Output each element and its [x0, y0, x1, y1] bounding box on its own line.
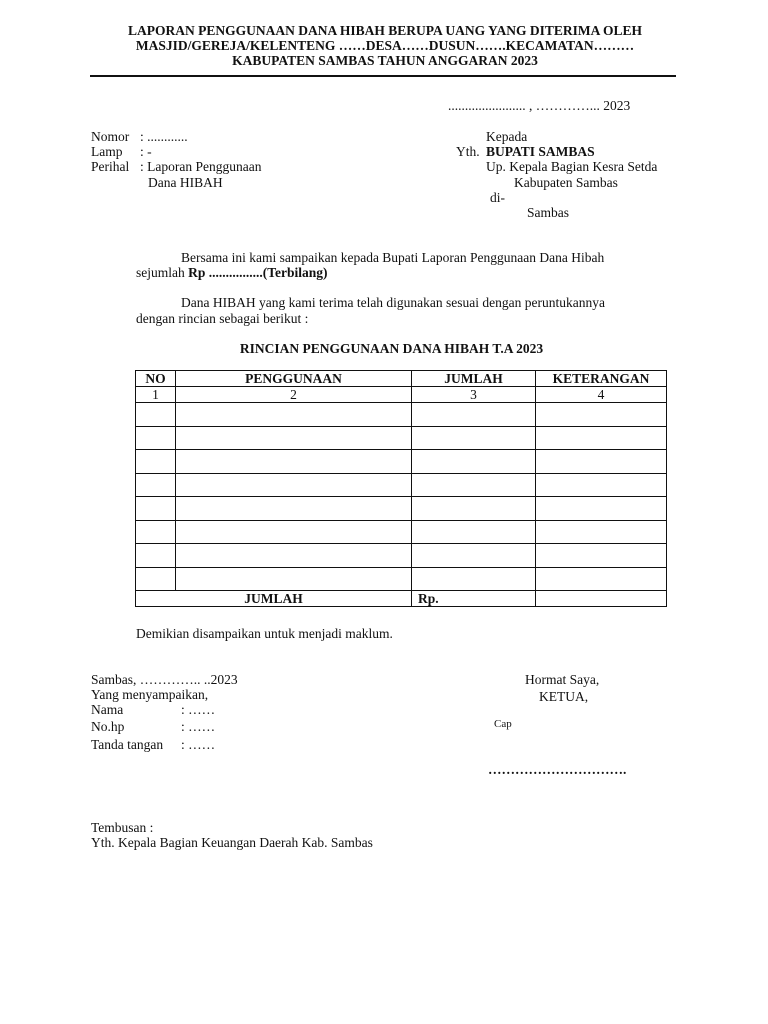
recipient-kepada: Kepada: [486, 129, 528, 144]
table-row: [136, 497, 667, 521]
column-number-4: 4: [536, 387, 667, 403]
amount-placeholder: Rp ................(Terbilang): [188, 265, 328, 280]
table-row: [136, 520, 667, 544]
table-cell[interactable]: [412, 567, 536, 591]
recipient-name: BUPATI SAMBAS: [486, 144, 595, 159]
recipient-up: Up. Kepala Bagian Kesra Setda: [486, 159, 658, 174]
tanda-tangan-value: : ……: [181, 737, 216, 752]
table-cell[interactable]: [412, 450, 536, 474]
table-cell[interactable]: [176, 473, 412, 497]
header-jumlah: JUMLAH: [412, 371, 536, 387]
report-title-line-2: MASJID/GEREJA/KELENTENG ……DESA……DUSUN…….KECAMATAN………: [135, 38, 635, 53]
paragraph-1-prefix: sejumlah: [136, 265, 185, 280]
nomor-label: Nomor: [91, 129, 130, 144]
nomor-value: : ............: [140, 129, 188, 144]
table-cell[interactable]: [536, 567, 667, 591]
table-cell[interactable]: [176, 544, 412, 568]
recipient-city: Sambas: [527, 205, 569, 220]
recipient-kabupaten: Kabupaten Sambas: [514, 175, 618, 190]
table-row: [136, 567, 667, 591]
table-cell[interactable]: [412, 473, 536, 497]
signature-line: ………………………….: [488, 762, 627, 777]
table-row: [136, 544, 667, 568]
table-row: [136, 473, 667, 497]
rincian-table: [135, 370, 667, 607]
table-cell[interactable]: [536, 473, 667, 497]
perihal-label: Perihal: [91, 159, 130, 174]
table-cell[interactable]: [136, 544, 176, 568]
paragraph-2-line-2: dengan rincian sebagai berikut :: [136, 311, 309, 326]
tembusan-label: Tembusan :: [91, 820, 154, 835]
table-row: [136, 426, 667, 450]
total-value[interactable]: Rp.: [412, 591, 536, 607]
table-total-row: [136, 591, 667, 607]
table-cell[interactable]: [536, 450, 667, 474]
report-title-line-3: KABUPATEN SAMBAS TAHUN ANGGARAN 2023: [232, 53, 538, 68]
closing-sentence: Demikian disampaikan untuk menjadi maklum.: [136, 626, 393, 641]
table-cell[interactable]: [412, 520, 536, 544]
lamp-value: : -: [140, 144, 152, 159]
header-divider: [90, 75, 676, 77]
nama-label: Nama: [91, 702, 124, 717]
table-cell[interactable]: [536, 520, 667, 544]
table-cell[interactable]: [136, 520, 176, 544]
table-header-row: [136, 371, 667, 387]
table-cell[interactable]: [412, 497, 536, 521]
table-cell[interactable]: [136, 403, 176, 427]
hormat-saya: Hormat Saya,: [525, 672, 600, 687]
header-no: NO: [136, 371, 176, 387]
total-keterangan[interactable]: [536, 591, 667, 607]
table-cell[interactable]: [536, 403, 667, 427]
table-cell[interactable]: [176, 567, 412, 591]
table-row: [136, 450, 667, 474]
column-number-3: 3: [412, 387, 536, 403]
table-cell[interactable]: [412, 426, 536, 450]
table-cell[interactable]: [136, 426, 176, 450]
column-number-row: [136, 387, 667, 403]
table-cell[interactable]: [536, 497, 667, 521]
sender-yang-menyampaikan: Yang menyampaikan,: [91, 687, 209, 702]
sender-place-date: Sambas, ………….. ..2023: [91, 672, 238, 687]
table-cell[interactable]: [176, 520, 412, 544]
table-cell[interactable]: [136, 473, 176, 497]
nohp-value: : ……: [181, 719, 216, 734]
paragraph-2-line-1: Dana HIBAH yang kami terima telah digunakan sesuai dengan peruntukannya: [181, 295, 605, 310]
paragraph-1-line-1: Bersama ini kami sampaikan kepada Bupati Laporan Penggunaan Dana Hibah: [181, 250, 605, 265]
table-cell[interactable]: [136, 567, 176, 591]
table-cell[interactable]: [412, 544, 536, 568]
table-cell[interactable]: [176, 497, 412, 521]
recipient-yth: Yth.: [456, 144, 480, 159]
column-number-2: 2: [176, 387, 412, 403]
header-keterangan: KETERANGAN: [536, 371, 667, 387]
ketua-title: KETUA,: [539, 689, 589, 704]
table-cell[interactable]: [536, 426, 667, 450]
recipient-di: di-: [490, 190, 505, 205]
table-cell[interactable]: [136, 497, 176, 521]
nohp-label: No.hp: [91, 719, 125, 734]
date-line: ....................... , …………... 2023: [448, 98, 631, 113]
table-cell[interactable]: [136, 450, 176, 474]
table-cell[interactable]: [176, 450, 412, 474]
column-number-1: 1: [136, 387, 176, 403]
total-label: JUMLAH: [136, 591, 412, 607]
paragraph-1-line-2: [136, 265, 328, 281]
table-cell[interactable]: [536, 544, 667, 568]
lamp-label: Lamp: [91, 144, 123, 159]
table-cell[interactable]: [176, 426, 412, 450]
perihal-value-continued: Dana HIBAH: [148, 175, 223, 190]
tembusan-recipient: Yth. Kepala Bagian Keuangan Daerah Kab. Sambas: [91, 835, 373, 850]
perihal-value: : Laporan Penggunaan: [140, 159, 262, 174]
table-title: RINCIAN PENGGUNAAN DANA HIBAH T.A 2023: [239, 341, 544, 356]
table-row: [136, 403, 667, 427]
tanda-tangan-label: Tanda tangan: [91, 737, 164, 752]
table-cell[interactable]: [412, 403, 536, 427]
table-cell[interactable]: [176, 403, 412, 427]
header-penggunaan: PENGGUNAAN: [176, 371, 412, 387]
nama-value: : ……: [181, 702, 216, 717]
stamp-label: Cap: [494, 718, 512, 730]
report-title-line-1: LAPORAN PENGGUNAAN DANA HIBAH BERUPA UANG YANG DITERIMA OLEH: [127, 23, 643, 38]
